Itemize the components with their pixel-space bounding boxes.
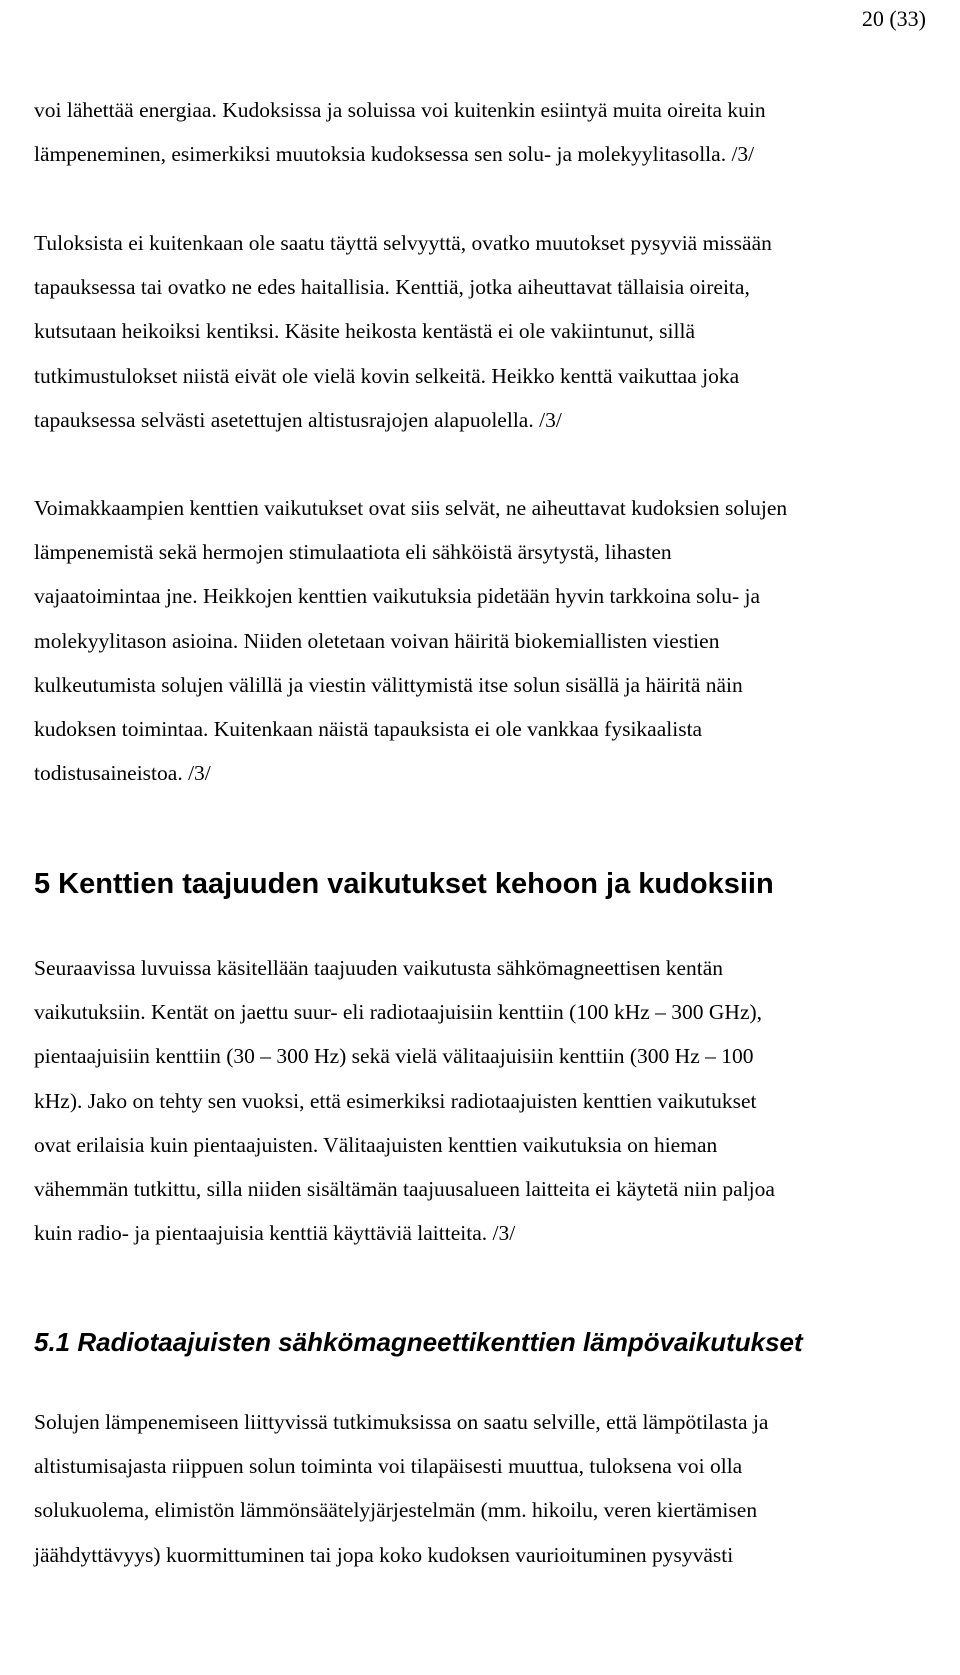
- text-line: kHz). Jako on tehty sen vuoksi, että esimerkiksi radiotaajuisten kenttien vaikutukset: [34, 1088, 757, 1113]
- text-line: todistusaineistoa. /3/: [34, 761, 211, 786]
- text-line: kuin radio- ja pientaajuisia kenttiä käyttäviä laitteita. /3/: [34, 1221, 516, 1246]
- text-line: Solujen lämpenemiseen liittyvissä tutkimuksissa on saatu selville, että lämpötilasta ja: [34, 1410, 769, 1434]
- paragraph-5: [34, 1400, 934, 1577]
- paragraph-4: [34, 946, 934, 1255]
- paragraph-2: [34, 221, 934, 442]
- text-line: altistumisajasta riippuen solun toiminta voi tilapäisesti muuttua, tuloksena voi olla: [34, 1454, 743, 1479]
- text-line: vajaatoimintaa jne. Heikkojen kenttien vaikutuksia pidetään hyvin tarkkoina solu- ja: [34, 584, 761, 609]
- text-line: Tuloksista ei kuitenkaan ole saatu täyttä selvyyttä, ovatko muutokset pysyviä missään: [34, 231, 772, 255]
- paragraph-1: [34, 88, 934, 176]
- text-line: solukuolema, elimistön lämmönsäätelyjärjestelmän (mm. hikoilu, veren kiertämisen: [34, 1498, 758, 1523]
- text-line: tapauksessa tai ovatko ne edes haitallisia. Kenttiä, jotka aiheuttavat tällaisia oireita,: [34, 275, 750, 300]
- page-number: 20 (33): [861, 6, 926, 31]
- section-heading: 5 Kenttien taajuuden vaikutukset kehoon ja kudoksiin: [34, 868, 774, 900]
- text-line: pientaajuisiin kenttiin (30 – 300 Hz) sekä vielä välitaajuisiin kenttiin (300 Hz – 100: [34, 1044, 754, 1069]
- text-line: voi lähettää energiaa. Kudoksissa ja soluissa voi kuitenkin esiintyä muita oireita kuin: [34, 98, 766, 122]
- text-line: kudoksen toimintaa. Kuitenkaan näistä tapauksista ei ole vankkaa fysikaalista: [34, 717, 703, 742]
- text-line: tutkimustulokset niistä eivät ole vielä kovin selkeitä. Heikko kenttä vaikuttaa joka: [34, 363, 740, 388]
- text-line: Voimakkaampien kenttien vaikutukset ovat siis selvät, ne aiheuttavat kudoksien solujen: [34, 496, 788, 520]
- text-line: molekyylitason asioina. Niiden oletetaan voivan häiritä biokemiallisten viestien: [34, 628, 720, 653]
- text-line: jäähdyttävyys) kuormittuminen tai jopa koko kudoksen vaurioituminen pysyvästi: [34, 1542, 734, 1567]
- text-line: ovat erilaisia kuin pientaajuisten. Välitaajuisten kenttien vaikutuksia on hieman: [34, 1132, 718, 1157]
- text-line: vähemmän tutkittu, silla niiden sisältämän taajuusalueen laitteita ei käytetä niin paljoa: [34, 1177, 775, 1202]
- paragraph-3: [34, 486, 934, 795]
- text-line: vaikutuksiin. Kentät on jaettu suur- eli radiotaajuisiin kenttiin (100 kHz – 300 GHz),: [34, 1000, 763, 1025]
- text-line: Seuraavissa luvuissa käsitellään taajuuden vaikutusta sähkömagneettisen kentän: [34, 956, 723, 980]
- text-line: tapauksessa selvästi asetettujen altistusrajojen alapuolella. /3/: [34, 407, 562, 432]
- text-line: kutsutaan heikoiksi kentiksi. Käsite heikosta kentästä ei ole vakiintunut, sillä: [34, 319, 695, 344]
- text-line: kulkeutumista solujen välillä ja viestin välittymistä itse solun sisällä ja häiritä näin: [34, 672, 743, 697]
- subsection-heading: 5.1 Radiotaajuisten sähkömagneettikenttien lämpövaikutukset: [34, 1327, 803, 1357]
- text-line: lämpenemistä sekä hermojen stimulaatiota eli sähköistä ärsytystä, lihasten: [34, 540, 672, 565]
- text-line: lämpeneminen, esimerkiksi muutoksia kudoksessa sen solu- ja molekyylitasolla. /3/: [34, 142, 755, 167]
